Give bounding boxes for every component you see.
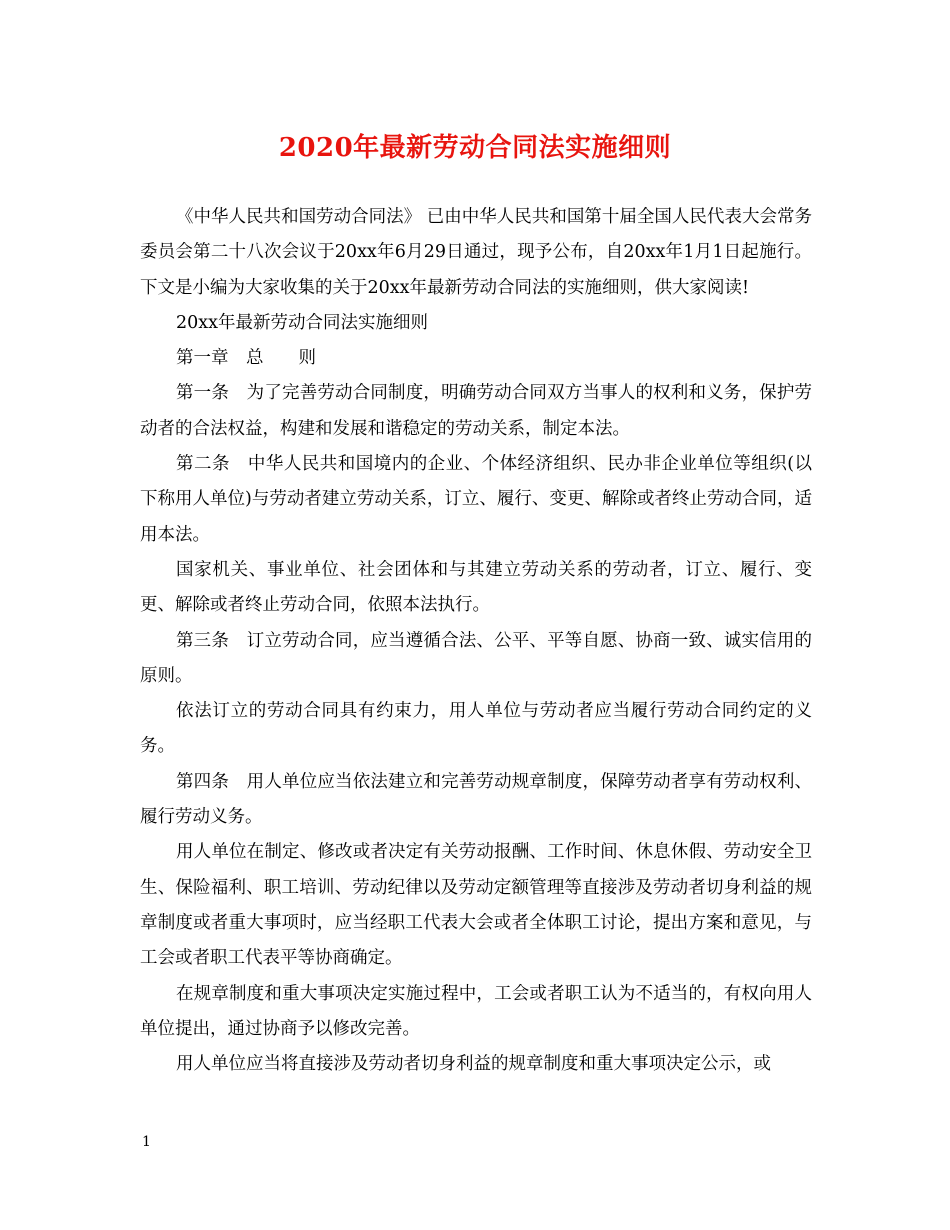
document-title: 2020年最新劳动合同法实施细则 — [278, 133, 672, 163]
paragraph-article-4-cont-2: 在规章制度和重大事项决定实施过程中，工会或者职工认为不适当的，有权向用人单位提出，通过协商予以修改完善。 — [140, 983, 812, 1039]
paragraph-article-2: 第二条 中华人民共和国境内的企业、个体经济组织、民办非企业单位等组织(以下称用人单位)与劳动者建立劳动关系，订立、履行、变更、解除或者终止劳动合同，适用本法。 — [140, 454, 812, 545]
paragraph-article-4-cont-1: 用人单位在制定、修改或者决定有关劳动报酬、工作时间、休息休假、劳动安全卫生、保险福利、职工培训、劳动纪律以及劳动定额管理等直接涉及劳动者切身利益的规章制度或者重大事项时，应当经职工代表大会或者全体职工讨论，提出方案和意见，与工会或者职工代表平等协商确定。 — [140, 842, 812, 969]
paragraph-article-1: 第一条 为了完善劳动合同制度，明确劳动合同双方当事人的权利和义务，保护劳动者的合法权益，构建和发展和谐稳定的劳动关系，制定本法。 — [140, 383, 812, 439]
paragraph-article-4-cont-3: 用人单位应当将直接涉及劳动者切身利益的规章制度和重大事项决定公示，或 — [176, 1054, 771, 1075]
paragraph-intro: 《中华人民共和国劳动合同法》 已由中华人民共和国第十届全国人民代表大会常务委员会第二十八次会议于20xx年6月29日通过，现予公布，自20xx年1月1日起施行。下文是小编为大家收集的关于20xx年最新劳动合同法的实施细则，供大家阅读! — [140, 207, 812, 298]
paragraph-subtitle: 20xx年最新劳动合同法实施细则 — [176, 312, 429, 333]
paragraph-article-4: 第四条 用人单位应当依法建立和完善劳动规章制度，保障劳动者享有劳动权利、履行劳动义务。 — [140, 771, 812, 828]
page-number: 1 — [142, 1134, 151, 1150]
paragraph-article-3-cont: 依法订立的劳动合同具有约束力，用人单位与劳动者应当履行劳动合同约定的义务。 — [140, 701, 812, 757]
chapter-heading: 第一章 总 则 — [176, 348, 316, 369]
paragraph-article-2-cont: 国家机关、事业单位、社会团体和与其建立劳动关系的劳动者，订立、履行、变更、解除或者终止劳动合同，依照本法执行。 — [140, 559, 812, 616]
paragraph-article-3: 第三条 订立劳动合同，应当遵循合法、公平、平等自愿、协商一致、诚实信用的原则。 — [140, 630, 812, 686]
document-body — [140, 200, 812, 1082]
